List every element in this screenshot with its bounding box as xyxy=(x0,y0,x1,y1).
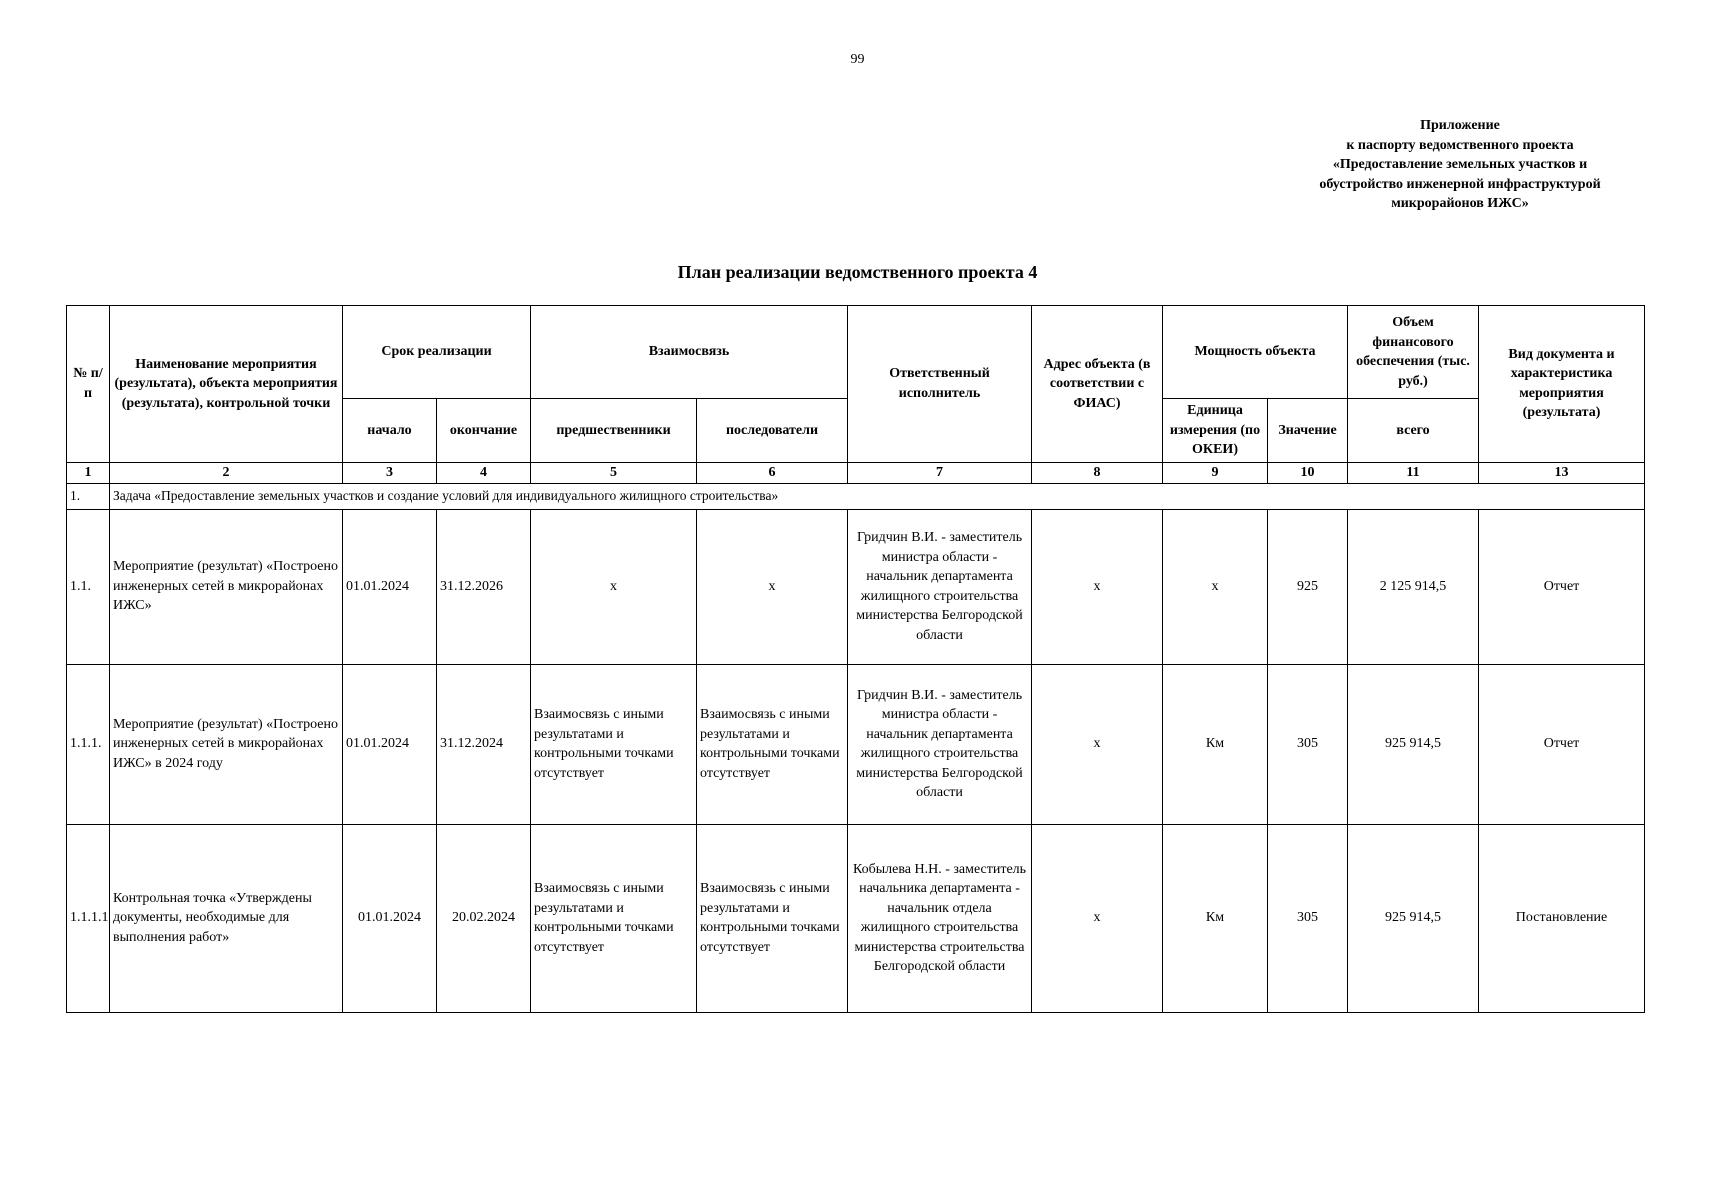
header-document: Вид документа и характеристика мероприятия (результата) xyxy=(1479,306,1645,463)
header-finance: Объем финансового обеспечения (тыс. руб.) xyxy=(1348,306,1479,399)
column-number: 3 xyxy=(343,462,437,483)
row-address: х xyxy=(1032,824,1163,1012)
row-document: Отчет xyxy=(1479,509,1645,664)
row-finance: 2 125 914,5 xyxy=(1348,509,1479,664)
row-start: 01.01.2024 xyxy=(343,509,437,664)
column-number: 6 xyxy=(697,462,848,483)
column-number: 11 xyxy=(1348,462,1479,483)
row-predecessors: х xyxy=(531,509,697,664)
column-number: 7 xyxy=(848,462,1032,483)
row-executor: Гридчин В.И. - заместитель министра области - начальник департамента жилищного строительства министерства Белгородской области xyxy=(848,509,1032,664)
row-value: 305 xyxy=(1268,824,1348,1012)
row-value: 305 xyxy=(1268,664,1348,824)
plan-table xyxy=(66,305,1645,1013)
header-capacity: Мощность объекта xyxy=(1163,306,1348,399)
header-relation: Взаимосвязь xyxy=(531,306,848,399)
appendix-line: микрорайонов ИЖС» xyxy=(1391,196,1529,211)
header-row-top xyxy=(67,306,1645,399)
appendix-line: Приложение xyxy=(1420,118,1500,133)
row-name: Контрольная точка «Утверждены документы, необходимые для выполнения работ» xyxy=(110,824,343,1012)
table-row xyxy=(67,509,1645,664)
table-row xyxy=(67,664,1645,824)
row-num: 1.1.1.1 xyxy=(67,824,110,1012)
row-successors: х xyxy=(697,509,848,664)
row-document: Отчет xyxy=(1479,664,1645,824)
row-finance: 925 914,5 xyxy=(1348,664,1479,824)
row-successors: Взаимосвязь с иными результатами и контрольными точками отсутствует xyxy=(697,824,848,1012)
row-executor: Гридчин В.И. - заместитель министра области - начальник департамента жилищного строительства министерства Белгородской области xyxy=(848,664,1032,824)
header-start: начало xyxy=(343,399,437,463)
row-start: 01.01.2024 xyxy=(343,664,437,824)
row-value: 925 xyxy=(1268,509,1348,664)
row-end: 31.12.2026 xyxy=(437,509,531,664)
row-predecessors: Взаимосвязь с иными результатами и контрольными точками отсутствует xyxy=(531,824,697,1012)
column-number: 2 xyxy=(110,462,343,483)
task-row xyxy=(67,483,1645,509)
appendix-line: обустройство инженерной инфраструктурой xyxy=(1319,176,1601,192)
row-document: Постановление xyxy=(1479,824,1645,1012)
header-period: Срок реализации xyxy=(343,306,531,399)
appendix-line: «Предоставление земельных участков и xyxy=(1332,157,1588,172)
row-end: 31.12.2024 xyxy=(437,664,531,824)
column-number: 10 xyxy=(1268,462,1348,483)
column-number: 8 xyxy=(1032,462,1163,483)
row-finance: 925 914,5 xyxy=(1348,824,1479,1012)
document-title: План реализации ведомственного проекта 4 xyxy=(677,262,1038,282)
row-unit: х xyxy=(1163,509,1268,664)
row-successors: Взаимосвязь с иными результатами и контрольными точками отсутствует xyxy=(697,664,848,824)
row-name: Мероприятие (результат) «Построено инженерных сетей в микрорайонах ИЖС» xyxy=(110,509,343,664)
task-text: Задача «Предоставление земельных участков и создание условий для индивидуального жилищного строительства» xyxy=(110,483,1645,509)
task-num: 1. xyxy=(67,483,110,509)
column-number: 9 xyxy=(1163,462,1268,483)
row-address: х xyxy=(1032,664,1163,824)
appendix-line: к паспорту ведомственного проекта xyxy=(1346,137,1574,153)
header-address: Адрес объекта (в соответствии с ФИАС) xyxy=(1032,306,1163,463)
header-finance-total: всего xyxy=(1348,399,1479,463)
row-end: 20.02.2024 xyxy=(437,824,531,1012)
row-address: х xyxy=(1032,509,1163,664)
table-row xyxy=(67,824,1645,1012)
row-executor: Кобылева Н.Н. - заместитель начальника департамента - начальник отдела жилищного строительства министерства строительства Белгородской области xyxy=(848,824,1032,1012)
column-number: 1 xyxy=(67,462,110,483)
row-predecessors: Взаимосвязь с иными результатами и контрольными точками отсутствует xyxy=(531,664,697,824)
row-num: 1.1.1. xyxy=(67,664,110,824)
header-value: Значение xyxy=(1268,399,1348,463)
header-end: окончание xyxy=(437,399,531,463)
column-number-row xyxy=(67,462,1645,483)
row-start: 01.01.2024 xyxy=(343,824,437,1012)
row-unit: Км xyxy=(1163,664,1268,824)
header-predecessors: предшественники xyxy=(531,399,697,463)
header-num: № п/п xyxy=(67,306,110,463)
page-number: 99 xyxy=(850,52,865,67)
column-number: 13 xyxy=(1479,462,1645,483)
header-successors: последователи xyxy=(697,399,848,463)
row-name: Мероприятие (результат) «Построено инженерных сетей в микрорайонах ИЖС» в 2024 году xyxy=(110,664,343,824)
column-number: 5 xyxy=(531,462,697,483)
header-unit: Единица измерения (по ОКЕИ) xyxy=(1163,399,1268,463)
row-num: 1.1. xyxy=(67,509,110,664)
row-unit: Км xyxy=(1163,824,1268,1012)
column-number: 4 xyxy=(437,462,531,483)
appendix-note xyxy=(1290,116,1630,214)
header-executor: Ответственный исполнитель xyxy=(848,306,1032,463)
header-name: Наименование мероприятия (результата), объекта мероприятия (результата), контрольной точки xyxy=(110,306,343,463)
